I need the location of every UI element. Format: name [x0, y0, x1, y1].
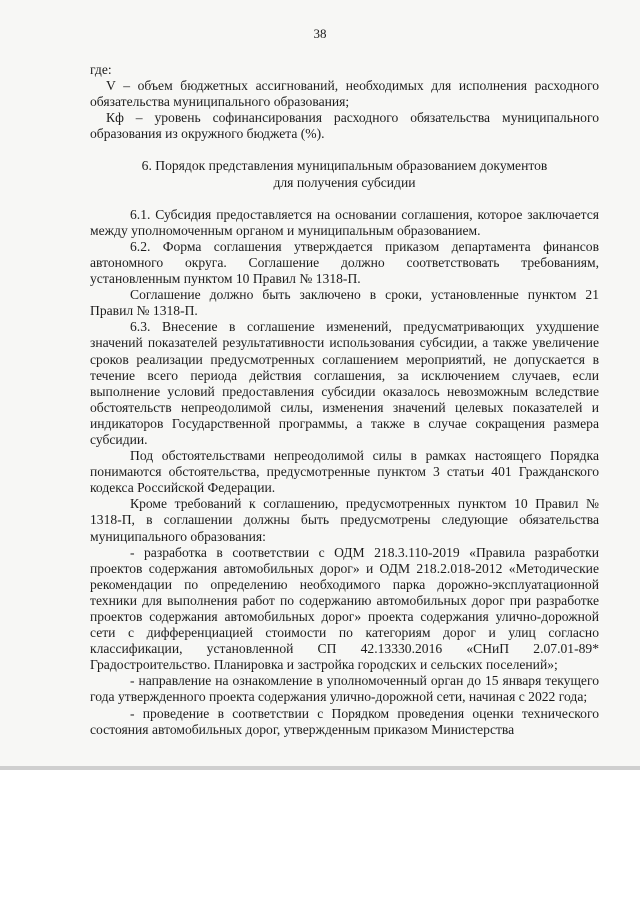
paragraph-6-1: 6.1. Субсидия предоставляется на основании соглашения, которое заключается между уполномоченным органом и муниципальным образованием.: [90, 206, 599, 238]
list-item-submission: - направление на ознакомление в уполномоченный орган до 15 января текущего года утвержденного проекта содержания улично-дорожной сети, начиная с 2022 года;: [90, 673, 599, 705]
paragraph-agreement-terms: Соглашение должно быть заключено в сроки, установленные пунктом 21 Правил № 1318-П.: [90, 287, 599, 319]
page-number: 38: [313, 26, 327, 41]
paragraph-where: где:: [90, 62, 112, 77]
paragraph-6-2: 6.2. Форма соглашения утверждается приказом департамента финансов автономного округа. Соглашение должно соответствовать требованиям, установленным пунктом 10 Правил № 1318-П.: [90, 238, 599, 287]
scan-bottom-edge: [0, 766, 640, 770]
document-body: [90, 62, 599, 738]
paragraph-kf-definition: Кф – уровень софинансирования расходного обязательства муниципального образования из окружного бюджета (%).: [90, 110, 599, 142]
section-heading: 6. Порядок представления муниципальным образованием документов для получения субсидии: [141, 158, 548, 190]
paragraph-6-3: 6.3. Внесение в соглашение изменений, предусматривающих ухудшение значений показателей результативности использования субсидии, а также увеличение сроков реализации предусмотренных соглашением мероприятий, не допускается в течение всего периода действия соглашения, за исключением случаев, если выполнение условий предоставления субсидии оказалось невозможным вследствие обстоятельств непреодолимой силы, изменения значений целевых показателей и индикаторов Государственной программы, а также в случае сокращения размера субсидии.: [90, 319, 599, 447]
paragraph-v-definition: V – объем бюджетных ассигнований, необходимых для исполнения расходного обязательства муниципального образования;: [90, 78, 599, 110]
list-item-odm-development: - разработка в соответствии с ОДМ 218.3.110-2019 «Правила разработки проектов содержания автомобильных дорог» и ОДМ 218.2.018-2012 «Методические рекомендации по определению необходимого парка дорожно-эксплуатационной техники для выполнения работ по содержанию автомобильных дорог при разработке проектов содержания автомобильных дорог» проекта содержания улично-дорожной сети с дифференциацией стоимости по категориям дорог и улиц согласно классификации, установленной СП 42.13330.2016 «СНиП 2.07.01-89* Градостроительство. Планировка и застройка городских и сельских поселений»;: [90, 544, 599, 673]
list-item-assessment: - проведение в соответствии с Порядком проведения оценки технического состояния автомобильных дорог, утвержденным приказом Министерства: [90, 705, 599, 737]
paragraph-force-majeure: Под обстоятельствами непреодолимой силы в рамках настоящего Порядка понимаются обстоятельства, предусмотренные пунктом 3 статьи 401 Гражданского кодекса Российской Федерации.: [90, 448, 599, 496]
paragraph-obligations-intro: Кроме требований к соглашению, предусмотренных пунктом 10 Правил № 1318-П, в соглашении должны быть предусмотрены следующие обязательства муниципального образования:: [90, 496, 599, 544]
